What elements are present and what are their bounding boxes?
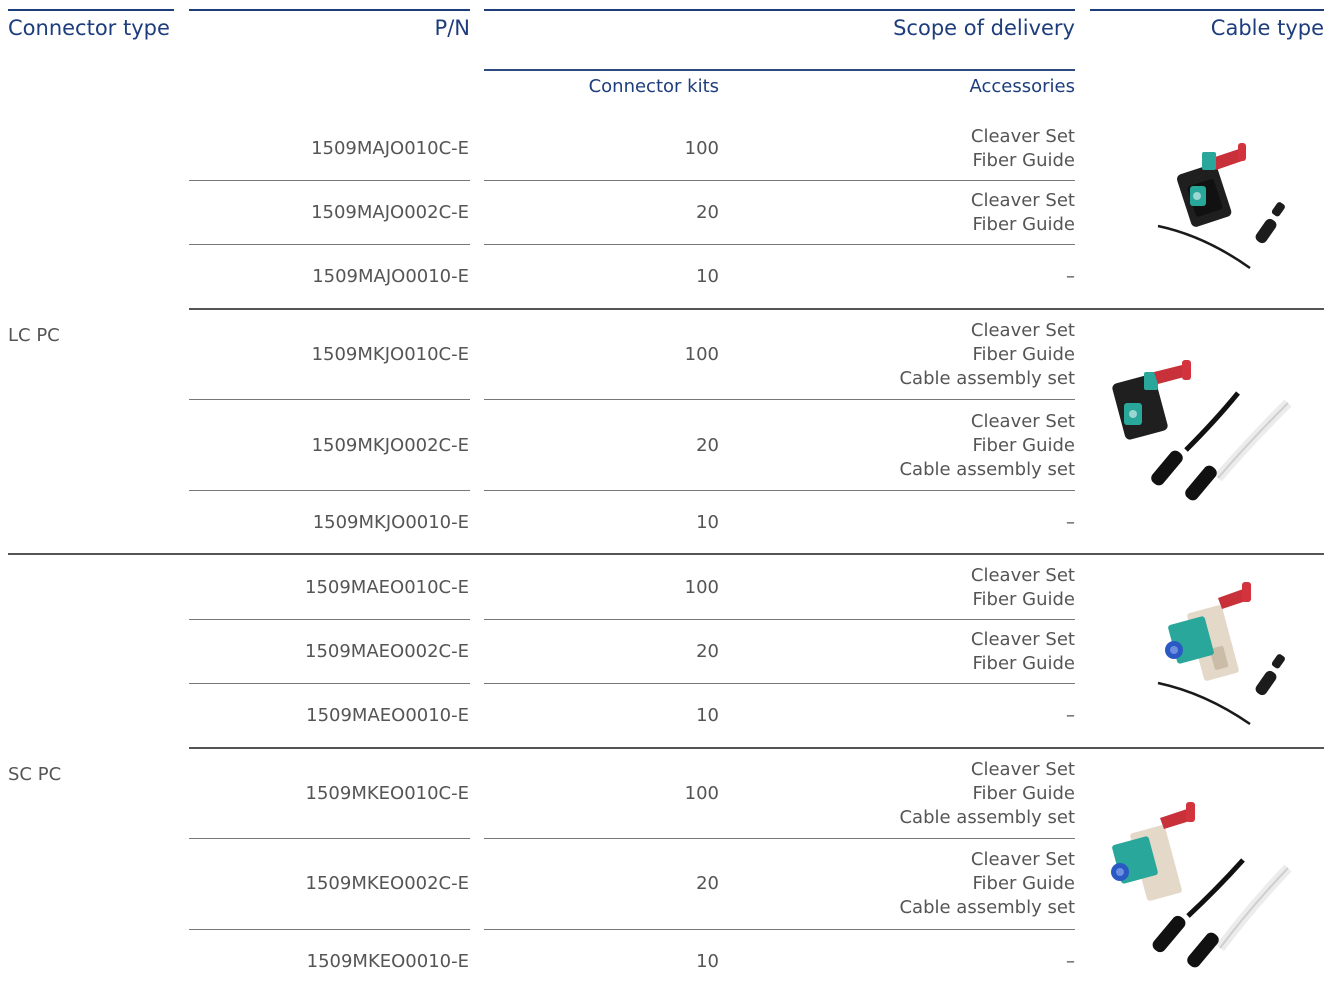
table-row-kits: 100 bbox=[684, 783, 719, 804]
row-rule bbox=[484, 683, 1075, 684]
table-row-pn: 1509MKEO002C-E bbox=[305, 873, 469, 894]
table-row-kits: 20 bbox=[696, 641, 719, 662]
table-row-accessory: Fiber Guide bbox=[972, 344, 1075, 365]
table-row-accessory: Cleaver Set bbox=[970, 629, 1075, 650]
table-row-pn: 1509MAEO010C-E bbox=[305, 577, 469, 598]
row-rule bbox=[484, 180, 1075, 181]
table-row-accessory: Fiber Guide bbox=[972, 214, 1075, 235]
table-row-pn: 1509MAJO010C-E bbox=[311, 138, 469, 159]
table-row-kits: 10 bbox=[696, 951, 719, 972]
header-pn: P/N bbox=[434, 16, 470, 40]
table-row-accessory: Fiber Guide bbox=[972, 873, 1075, 894]
table-row-pn: 1509MAEO002C-E bbox=[305, 641, 469, 662]
row-rule bbox=[484, 929, 1075, 930]
row-rule bbox=[484, 619, 1075, 620]
header-connector-type: Connector type bbox=[8, 16, 170, 40]
group-rule bbox=[8, 553, 1324, 555]
table-row-pn: 1509MKEO0010-E bbox=[306, 951, 469, 972]
table-row-pn: 1509MAJO0010-E bbox=[312, 266, 469, 287]
table-row-kits: 100 bbox=[684, 344, 719, 365]
row-rule bbox=[484, 490, 1075, 491]
row-rule bbox=[484, 244, 1075, 245]
table-row-accessory: Cable assembly set bbox=[899, 897, 1075, 918]
table-row-kits: 20 bbox=[696, 202, 719, 223]
table-row-accessory: Cable assembly set bbox=[899, 459, 1075, 480]
table-row-accessory: Fiber Guide bbox=[972, 150, 1075, 171]
table-row-pn: 1509MKJO0010-E bbox=[312, 512, 469, 533]
table-row-accessory: Cleaver Set bbox=[970, 411, 1075, 432]
row-rule bbox=[484, 399, 1075, 400]
table-row-kits: 100 bbox=[684, 138, 719, 159]
table-row-accessory: – bbox=[1066, 266, 1075, 287]
table-row-accessory: – bbox=[1066, 512, 1075, 533]
table-row-pn: 1509MKJO002C-E bbox=[311, 435, 469, 456]
table-row-accessory: Cleaver Set bbox=[970, 126, 1075, 147]
connector-type-sc-pc: SC PC bbox=[8, 764, 62, 785]
row-rule bbox=[189, 490, 470, 491]
table-row-kits: 20 bbox=[696, 435, 719, 456]
row-rule bbox=[189, 399, 470, 400]
lc-connector-cable-kit-image bbox=[1108, 358, 1293, 503]
table-row-kits: 100 bbox=[684, 577, 719, 598]
subheader-rule bbox=[484, 69, 1075, 71]
table-row-accessory: – bbox=[1066, 951, 1075, 972]
table-row-accessory: Fiber Guide bbox=[972, 653, 1075, 674]
table-row-accessory: Cleaver Set bbox=[970, 759, 1075, 780]
header-cable-type: Cable type bbox=[1210, 16, 1324, 40]
row-rule bbox=[189, 244, 470, 245]
table-row-accessory: Fiber Guide bbox=[972, 589, 1075, 610]
header-rule-connector-type bbox=[8, 9, 174, 11]
table-row-accessory: Cleaver Set bbox=[970, 565, 1075, 586]
table-row-pn: 1509MAEO0010-E bbox=[306, 705, 469, 726]
table-row-kits: 10 bbox=[696, 266, 719, 287]
table-row-accessory: Fiber Guide bbox=[972, 435, 1075, 456]
table-row-kits: 10 bbox=[696, 705, 719, 726]
header-rule-cable-type bbox=[1090, 9, 1324, 11]
table-row-accessory: Cleaver Set bbox=[970, 190, 1075, 211]
table-row-accessory: Cable assembly set bbox=[899, 807, 1075, 828]
table-row-pn: 1509MKJO010C-E bbox=[311, 344, 469, 365]
table-row-accessory: Cleaver Set bbox=[970, 320, 1075, 341]
table-row-kits: 20 bbox=[696, 873, 719, 894]
sc-connector-kit-image bbox=[1150, 578, 1295, 728]
table-row-pn: 1509MAJO002C-E bbox=[311, 202, 469, 223]
subheader-accessories: Accessories bbox=[969, 76, 1075, 97]
connector-type-lc-pc: LC PC bbox=[8, 325, 60, 346]
table-row-kits: 10 bbox=[696, 512, 719, 533]
table-row-accessory: – bbox=[1066, 705, 1075, 726]
table-row-accessory: Fiber Guide bbox=[972, 783, 1075, 804]
row-rule bbox=[189, 180, 470, 181]
row-rule bbox=[189, 929, 470, 930]
table-row-accessory: Cable assembly set bbox=[899, 368, 1075, 389]
sc-connector-cable-kit-image bbox=[1108, 798, 1293, 968]
row-rule bbox=[484, 838, 1075, 839]
subgroup-rule bbox=[189, 747, 1324, 749]
subgroup-rule bbox=[189, 308, 1324, 310]
row-rule bbox=[189, 683, 470, 684]
row-rule bbox=[189, 619, 470, 620]
header-rule-pn bbox=[189, 9, 470, 11]
subheader-connector-kits: Connector kits bbox=[588, 76, 719, 97]
header-scope-of-delivery: Scope of delivery bbox=[893, 16, 1075, 40]
table-row-pn: 1509MKEO010C-E bbox=[305, 783, 469, 804]
header-rule-scope bbox=[484, 9, 1075, 11]
table-row-accessory: Cleaver Set bbox=[970, 849, 1075, 870]
row-rule bbox=[189, 838, 470, 839]
lc-connector-kit-image bbox=[1150, 138, 1295, 273]
